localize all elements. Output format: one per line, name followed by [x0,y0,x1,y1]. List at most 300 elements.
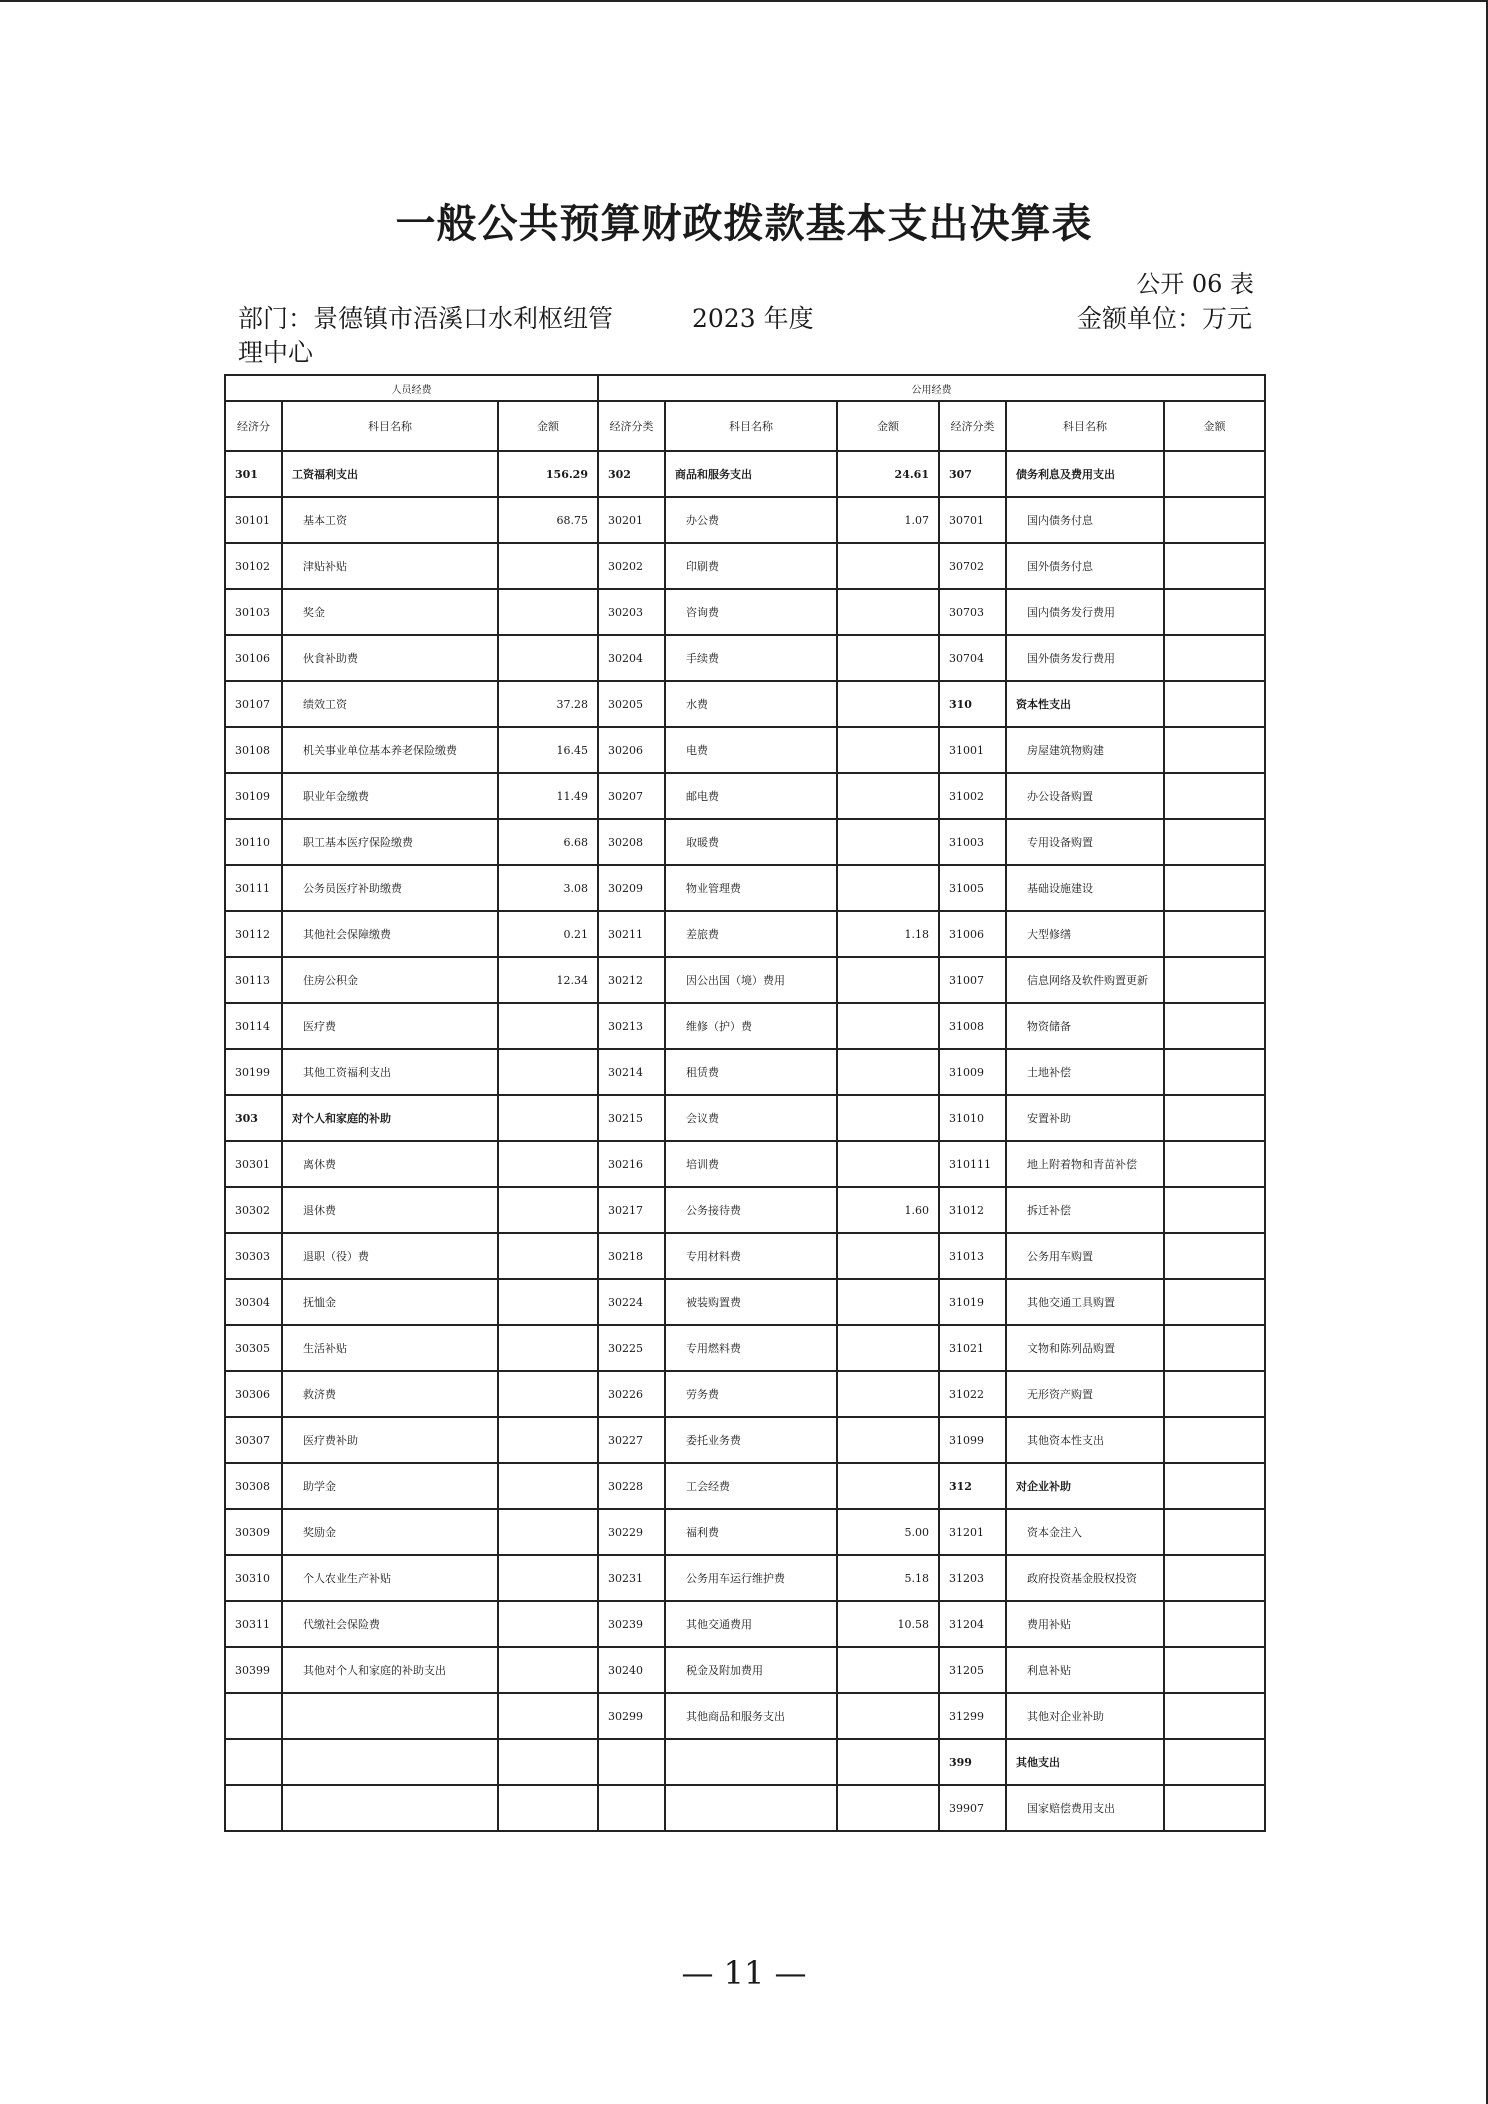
subject-name-cell: 国家赔偿费用支出 [1006,1785,1164,1831]
amount-cell: 1.18 [837,911,939,957]
subject-name-cell: 津贴补贴 [282,543,498,589]
subject-name-cell: 专用材料费 [665,1233,837,1279]
page-title: 一般公共预算财政拨款基本支出决算表 [395,201,1093,247]
amount-cell [837,635,939,681]
subject-name-cell: 安置补助 [1006,1095,1164,1141]
amount-cell [498,1509,598,1555]
amount-cell [498,1187,598,1233]
subject-name-cell: 救济费 [282,1371,498,1417]
subject-name-cell: 职工基本医疗保险缴费 [282,819,498,865]
col-header-name: 科目名称 [282,401,498,451]
col-header-name: 科目名称 [1006,401,1164,451]
table-row [225,1601,1265,1647]
amount-cell [837,865,939,911]
table-row [225,1647,1265,1693]
amount-cell [837,727,939,773]
amount-cell [1164,1279,1265,1325]
amount-cell [1164,1601,1265,1647]
subject-name-cell: 资本金注入 [1006,1509,1164,1555]
subject-name-cell: 其他交通费用 [665,1601,837,1647]
economic-code-cell: 30108 [225,727,282,773]
economic-code-cell: 301 [225,451,282,497]
table-row [225,1417,1265,1463]
economic-code-cell: 30201 [598,497,665,543]
table-row [225,1463,1265,1509]
table-row [225,635,1265,681]
amount-cell [498,1279,598,1325]
amount-cell: 12.34 [498,957,598,1003]
subject-name-cell: 物业管理费 [665,865,837,911]
amount-cell [1164,635,1265,681]
economic-code-cell: 30107 [225,681,282,727]
economic-code-cell: 30215 [598,1095,665,1141]
economic-code-cell: 30240 [598,1647,665,1693]
economic-code-cell: 31201 [939,1509,1006,1555]
amount-cell [837,957,939,1003]
economic-code-cell: 30304 [225,1279,282,1325]
subject-name-cell: 其他对企业补助 [1006,1693,1164,1739]
table-row [225,1509,1265,1555]
economic-code-cell: 30199 [225,1049,282,1095]
subject-name-cell: 邮电费 [665,773,837,819]
table-row [225,1141,1265,1187]
economic-code-cell: 30228 [598,1463,665,1509]
economic-code-cell: 31001 [939,727,1006,773]
amount-cell [498,1693,598,1739]
amount-cell [1164,497,1265,543]
subject-name-cell: 专用燃料费 [665,1325,837,1371]
economic-code-cell: 30702 [939,543,1006,589]
subject-name-cell: 咨询费 [665,589,837,635]
subject-name-cell: 国外债务发行费用 [1006,635,1164,681]
fiscal-year: 2023 年度 [692,304,814,333]
subject-name-cell: 差旅费 [665,911,837,957]
amount-cell: 68.75 [498,497,598,543]
economic-code-cell: 31012 [939,1187,1006,1233]
table-row [225,957,1265,1003]
subject-name-cell: 租赁费 [665,1049,837,1095]
economic-code-cell: 30103 [225,589,282,635]
amount-cell [1164,681,1265,727]
economic-code-cell: 30213 [598,1003,665,1049]
economic-code-cell [225,1785,282,1831]
subject-name-cell: 基础设施建设 [1006,865,1164,911]
amount-cell: 5.00 [837,1509,939,1555]
economic-code-cell: 30299 [598,1693,665,1739]
amount-cell [498,1095,598,1141]
economic-code-cell: 31009 [939,1049,1006,1095]
subject-name-cell: 抚恤金 [282,1279,498,1325]
amount-cell [837,1371,939,1417]
subject-name-cell: 国外债务付息 [1006,543,1164,589]
amount-cell [498,1555,598,1601]
economic-code-cell: 30203 [598,589,665,635]
amount-cell [1164,589,1265,635]
economic-code-cell: 30212 [598,957,665,1003]
amount-cell [1164,1233,1265,1279]
amount-cell [837,773,939,819]
economic-code-cell: 30239 [598,1601,665,1647]
table-row [225,1371,1265,1417]
economic-code-cell [225,1693,282,1739]
amount-cell [1164,451,1265,497]
amount-cell: 0.21 [498,911,598,957]
subject-name-cell: 国内债务发行费用 [1006,589,1164,635]
amount-cell [1164,1693,1265,1739]
subject-name-cell: 其他社会保障缴费 [282,911,498,957]
economic-code-cell: 31007 [939,957,1006,1003]
amount-cell [1164,1785,1265,1831]
subject-name-cell: 因公出国（境）费用 [665,957,837,1003]
economic-code-cell: 30310 [225,1555,282,1601]
economic-code-cell: 30229 [598,1509,665,1555]
subject-name-cell: 其他资本性支出 [1006,1417,1164,1463]
amount-cell [1164,1647,1265,1693]
economic-code-cell: 30227 [598,1417,665,1463]
economic-code-cell [598,1785,665,1831]
subject-name-cell: 职业年金缴费 [282,773,498,819]
economic-code-cell: 310 [939,681,1006,727]
economic-code-cell: 31003 [939,819,1006,865]
economic-code-cell: 30111 [225,865,282,911]
subject-name-cell: 办公费 [665,497,837,543]
amount-cell [1164,1739,1265,1785]
table-row [225,1279,1265,1325]
subject-name-cell: 费用补贴 [1006,1601,1164,1647]
subject-name-cell: 利息补贴 [1006,1647,1164,1693]
economic-code-cell: 302 [598,451,665,497]
amount-cell [837,1417,939,1463]
amount-cell: 3.08 [498,865,598,911]
subject-name-cell: 地上附着物和青苗补偿 [1006,1141,1164,1187]
col-header-code: 经济分类 [939,401,1006,451]
subject-name-cell: 无形资产购置 [1006,1371,1164,1417]
subject-name-cell: 劳务费 [665,1371,837,1417]
amount-cell [1164,1325,1265,1371]
subject-name-cell: 维修（护）费 [665,1003,837,1049]
economic-code-cell: 30311 [225,1601,282,1647]
amount-cell [1164,1141,1265,1187]
table-row [225,1739,1265,1785]
economic-code-cell: 30305 [225,1325,282,1371]
department-label: 部门：景德镇市浯溪口水利枢纽管理中心 [238,304,614,367]
table-row [225,1095,1265,1141]
subject-name-cell: 培训费 [665,1141,837,1187]
amount-cell [837,1141,939,1187]
economic-code-cell: 310111 [939,1141,1006,1187]
subject-name-cell: 税金及附加费用 [665,1647,837,1693]
subject-name-cell: 商品和服务支出 [665,451,837,497]
subject-name-cell: 印刷费 [665,543,837,589]
economic-code-cell: 31010 [939,1095,1006,1141]
subject-name-cell: 工资福利支出 [282,451,498,497]
economic-code-cell: 30225 [598,1325,665,1371]
col-header-amount: 金额 [498,401,598,451]
subject-name-cell [665,1739,837,1785]
economic-code-cell: 30303 [225,1233,282,1279]
expenditure-table [224,374,1266,1832]
economic-code-cell: 30302 [225,1187,282,1233]
amount-cell [498,589,598,635]
subject-name-cell [282,1739,498,1785]
economic-code-cell: 31008 [939,1003,1006,1049]
amount-cell [498,1233,598,1279]
table-row [225,451,1265,497]
subject-name-cell: 专用设备购置 [1006,819,1164,865]
amount-cell [498,1463,598,1509]
amount-cell [837,681,939,727]
col-header-name: 科目名称 [665,401,837,451]
subject-name-cell: 生活补贴 [282,1325,498,1371]
table-row [225,819,1265,865]
economic-code-cell: 31021 [939,1325,1006,1371]
amount-cell [837,589,939,635]
amount-cell [498,1417,598,1463]
economic-code-cell: 307 [939,451,1006,497]
page-top-border [0,0,1488,2]
economic-code-cell: 312 [939,1463,1006,1509]
amount-cell [837,1647,939,1693]
subject-name-cell: 公务用车购置 [1006,1233,1164,1279]
amount-cell [1164,1555,1265,1601]
subject-name-cell: 会议费 [665,1095,837,1141]
economic-code-cell: 31002 [939,773,1006,819]
col-header-code: 经济分 [225,401,282,451]
amount-cell [837,1463,939,1509]
economic-code-cell: 30114 [225,1003,282,1049]
economic-code-cell: 31299 [939,1693,1006,1739]
subject-name-cell: 离休费 [282,1141,498,1187]
amount-cell [837,819,939,865]
table-row [225,911,1265,957]
economic-code-cell: 30224 [598,1279,665,1325]
economic-code-cell: 30307 [225,1417,282,1463]
subject-name-cell: 公务员医疗补助缴费 [282,865,498,911]
subject-name-cell: 电费 [665,727,837,773]
subject-name-cell: 个人农业生产补贴 [282,1555,498,1601]
amount-cell [498,1647,598,1693]
economic-code-cell: 399 [939,1739,1006,1785]
amount-cell [837,1785,939,1831]
economic-code-cell: 30110 [225,819,282,865]
subject-name-cell: 机关事业单位基本养老保险缴费 [282,727,498,773]
subject-name-cell: 助学金 [282,1463,498,1509]
amount-cell [1164,1187,1265,1233]
economic-code-cell: 30214 [598,1049,665,1095]
col-header-amount: 金额 [1164,401,1265,451]
table-row [225,1325,1265,1371]
subject-name-cell: 被装购置费 [665,1279,837,1325]
economic-code-cell: 30218 [598,1233,665,1279]
subject-name-cell: 其他对个人和家庭的补助支出 [282,1647,498,1693]
table-row [225,1693,1265,1739]
amount-cell [1164,1003,1265,1049]
amount-cell [837,1095,939,1141]
amount-cell: 11.49 [498,773,598,819]
amount-cell: 156.29 [498,451,598,497]
amount-cell [837,1003,939,1049]
economic-code-cell: 30301 [225,1141,282,1187]
table-row [225,727,1265,773]
subject-name-cell: 医疗费 [282,1003,498,1049]
amount-cell [1164,865,1265,911]
amount-cell [1164,1463,1265,1509]
amount-cell [498,1325,598,1371]
economic-code-cell: 30101 [225,497,282,543]
subject-name-cell: 退休费 [282,1187,498,1233]
subject-name-cell: 国内债务付息 [1006,497,1164,543]
economic-code-cell: 30209 [598,865,665,911]
subject-name-cell: 土地补偿 [1006,1049,1164,1095]
subject-name-cell: 水费 [665,681,837,727]
subject-name-cell: 福利费 [665,1509,837,1555]
amount-cell [837,1739,939,1785]
economic-code-cell: 31204 [939,1601,1006,1647]
economic-code-cell: 31013 [939,1233,1006,1279]
subject-name-cell: 委托业务费 [665,1417,837,1463]
table-row [225,589,1265,635]
subject-name-cell: 代缴社会保险费 [282,1601,498,1647]
table-number: 公开 06 表 [1136,270,1254,298]
economic-code-cell: 30112 [225,911,282,957]
amount-cell [1164,727,1265,773]
economic-code-cell: 31205 [939,1647,1006,1693]
economic-code-cell: 31006 [939,911,1006,957]
table-row [225,1187,1265,1233]
amount-cell [1164,1095,1265,1141]
amount-cell [837,1049,939,1095]
amount-cell: 37.28 [498,681,598,727]
column-header-row [225,401,1265,451]
amount-unit: 金额单位：万元 [1076,304,1252,333]
subject-name-cell: 绩效工资 [282,681,498,727]
subject-name-cell: 公务用车运行维护费 [665,1555,837,1601]
group-header-row [225,375,1265,401]
amount-cell: 16.45 [498,727,598,773]
subject-name-cell: 拆迁补偿 [1006,1187,1164,1233]
economic-code-cell: 30206 [598,727,665,773]
economic-code-cell: 30704 [939,635,1006,681]
page-number: — 11 — [681,1954,807,1992]
economic-code-cell: 30308 [225,1463,282,1509]
economic-code-cell: 30204 [598,635,665,681]
economic-code-cell: 30309 [225,1509,282,1555]
amount-cell: 6.68 [498,819,598,865]
subject-name-cell: 取暖费 [665,819,837,865]
economic-code-cell: 30102 [225,543,282,589]
amount-cell [498,1739,598,1785]
subject-name-cell: 其他交通工具购置 [1006,1279,1164,1325]
subject-name-cell: 房屋建筑物购建 [1006,727,1164,773]
subject-name-cell: 对企业补助 [1006,1463,1164,1509]
subject-name-cell: 信息网络及软件购置更新 [1006,957,1164,1003]
amount-cell: 5.18 [837,1555,939,1601]
subject-name-cell: 伙食补助费 [282,635,498,681]
amount-cell [1164,773,1265,819]
amount-cell [837,543,939,589]
subject-name-cell: 物资储备 [1006,1003,1164,1049]
amount-cell [1164,957,1265,1003]
public-expense-header: 公用经费 [598,375,1265,401]
table-row [225,1785,1265,1831]
subject-name-cell: 办公设备购置 [1006,773,1164,819]
subject-name-cell: 政府投资基金股权投资 [1006,1555,1164,1601]
subject-name-cell: 其他支出 [1006,1739,1164,1785]
subject-name-cell: 工会经费 [665,1463,837,1509]
economic-code-cell: 30701 [939,497,1006,543]
amount-cell: 24.61 [837,451,939,497]
economic-code-cell: 30205 [598,681,665,727]
amount-cell: 1.07 [837,497,939,543]
col-header-amount: 金额 [837,401,939,451]
economic-code-cell: 30217 [598,1187,665,1233]
subject-name-cell: 资本性支出 [1006,681,1164,727]
subject-name-cell: 其他工资福利支出 [282,1049,498,1095]
amount-cell [498,1003,598,1049]
amount-cell [1164,819,1265,865]
amount-cell [498,1601,598,1647]
amount-cell [498,1141,598,1187]
table-row [225,1555,1265,1601]
subject-name-cell [282,1785,498,1831]
economic-code-cell: 31203 [939,1555,1006,1601]
subject-name-cell: 大型修缮 [1006,911,1164,957]
economic-code-cell: 31099 [939,1417,1006,1463]
amount-cell [1164,543,1265,589]
subject-name-cell: 基本工资 [282,497,498,543]
subject-name-cell [282,1693,498,1739]
subject-name-cell: 医疗费补助 [282,1417,498,1463]
amount-cell [837,1279,939,1325]
amount-cell: 1.60 [837,1187,939,1233]
economic-code-cell: 30216 [598,1141,665,1187]
economic-code-cell: 30208 [598,819,665,865]
amount-cell [1164,1417,1265,1463]
economic-code-cell: 30207 [598,773,665,819]
subject-name-cell: 其他商品和服务支出 [665,1693,837,1739]
amount-cell [1164,1049,1265,1095]
economic-code-cell: 303 [225,1095,282,1141]
amount-cell [1164,911,1265,957]
subject-name-cell: 债务利息及费用支出 [1006,451,1164,497]
amount-cell: 10.58 [837,1601,939,1647]
economic-code-cell [225,1739,282,1785]
economic-code-cell: 31022 [939,1371,1006,1417]
table-row [225,681,1265,727]
amount-cell [498,1785,598,1831]
subject-name-cell: 文物和陈列品购置 [1006,1325,1164,1371]
personnel-expense-header: 人员经费 [225,375,598,401]
amount-cell [498,635,598,681]
economic-code-cell [598,1739,665,1785]
subject-name-cell [665,1785,837,1831]
economic-code-cell: 30109 [225,773,282,819]
economic-code-cell: 30106 [225,635,282,681]
economic-code-cell: 30113 [225,957,282,1003]
table-row [225,773,1265,819]
subject-name-cell: 手续费 [665,635,837,681]
amount-cell [1164,1509,1265,1555]
table-row [225,497,1265,543]
economic-code-cell: 30202 [598,543,665,589]
subject-name-cell: 退职（役）费 [282,1233,498,1279]
amount-cell [837,1325,939,1371]
economic-code-cell: 30399 [225,1647,282,1693]
amount-cell [837,1693,939,1739]
table-row [225,1003,1265,1049]
economic-code-cell: 30703 [939,589,1006,635]
subject-name-cell: 奖励金 [282,1509,498,1555]
